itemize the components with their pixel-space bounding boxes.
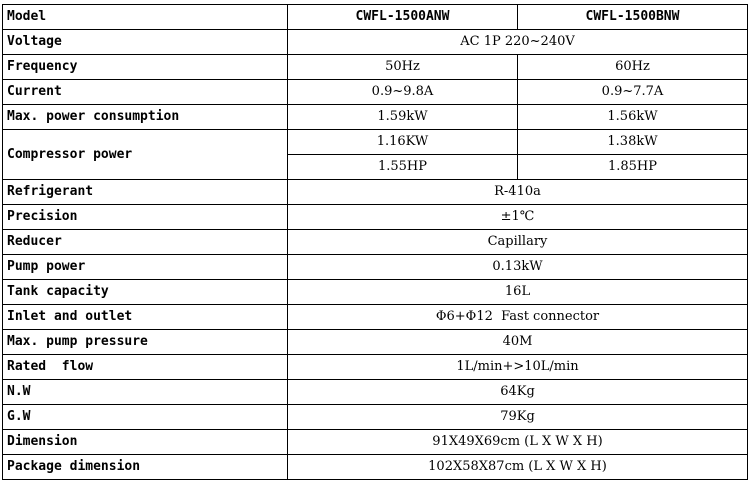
voltage-label: Voltage (3, 30, 288, 55)
frequency-label: Frequency (3, 55, 288, 80)
compressor-a-kw: 1.16KW (288, 130, 518, 155)
table-row (3, 380, 748, 405)
pump-pressure-value: 40M (288, 330, 748, 355)
table-row (3, 430, 748, 455)
tank-label: Tank capacity (3, 280, 288, 305)
pump-pressure-label: Max. pump pressure (3, 330, 288, 355)
precision-value: ±1℃ (288, 205, 748, 230)
current-a: 0.9~9.8A (288, 80, 518, 105)
refrigerant-label: Refrigerant (3, 180, 288, 205)
table-row (3, 230, 748, 255)
pump-power-label: Pump power (3, 255, 288, 280)
tank-value: 16L (288, 280, 748, 305)
compressor-label: Compressor power (3, 130, 288, 180)
table-row (3, 330, 748, 355)
table-row (3, 305, 748, 330)
precision-label: Precision (3, 205, 288, 230)
table-row (3, 255, 748, 280)
refrigerant-value: R-410a (288, 180, 748, 205)
flow-label: Rated flow (3, 355, 288, 380)
gw-label: G.W (3, 405, 288, 430)
voltage-value: AC 1P 220~240V (288, 30, 748, 55)
table-row (3, 205, 748, 230)
flow-value: 1L/min+>10L/min (288, 355, 748, 380)
model-a: CWFL-1500ANW (288, 5, 518, 30)
table-row (3, 355, 748, 380)
nw-value: 64Kg (288, 380, 748, 405)
reducer-label: Reducer (3, 230, 288, 255)
inlet-label: Inlet and outlet (3, 305, 288, 330)
inlet-value: Φ6+Φ12 Fast connector (288, 305, 748, 330)
dimension-label: Dimension (3, 430, 288, 455)
current-label: Current (3, 80, 288, 105)
frequency-a: 50Hz (288, 55, 518, 80)
table-row (3, 455, 748, 480)
package-value: 102X58X87cm (L X W X H) (288, 455, 748, 480)
table-row (3, 80, 748, 105)
package-label: Package dimension (3, 455, 288, 480)
table-row (3, 55, 748, 80)
dimension-value: 91X49X69cm (L X W X H) (288, 430, 748, 455)
header-row (3, 5, 748, 30)
gw-value: 79Kg (288, 405, 748, 430)
max-power-a: 1.59kW (288, 105, 518, 130)
model-label: Model (3, 5, 288, 30)
pump-power-value: 0.13kW (288, 255, 748, 280)
table-row (3, 280, 748, 305)
reducer-value: Capillary (288, 230, 748, 255)
table-row (3, 105, 748, 130)
nw-label: N.W (3, 380, 288, 405)
table-row (3, 405, 748, 430)
max-power-b: 1.56kW (518, 105, 748, 130)
compressor-a-hp: 1.55HP (288, 155, 518, 180)
model-b: CWFL-1500BNW (518, 5, 748, 30)
max-power-label: Max. power consumption (3, 105, 288, 130)
table-row (3, 30, 748, 55)
compressor-b-kw: 1.38kW (518, 130, 748, 155)
spec-table (2, 4, 748, 480)
table-row (3, 180, 748, 205)
table-row (3, 130, 748, 155)
compressor-b-hp: 1.85HP (518, 155, 748, 180)
current-b: 0.9~7.7A (518, 80, 748, 105)
frequency-b: 60Hz (518, 55, 748, 80)
